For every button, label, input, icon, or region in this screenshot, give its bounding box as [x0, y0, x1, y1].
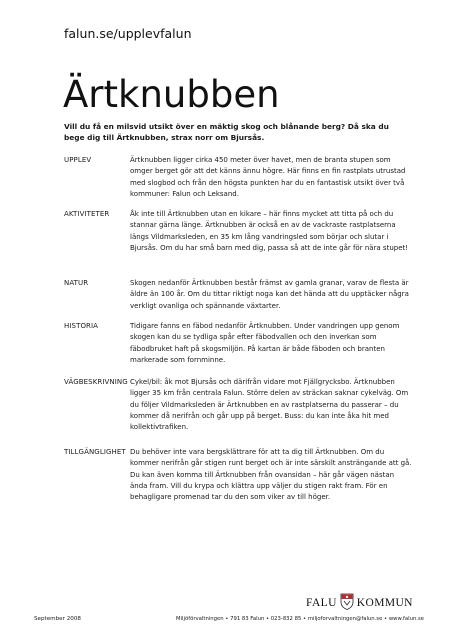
section-label: NATUR [64, 279, 89, 287]
section-label: AKTIVITETER [64, 210, 110, 218]
footer-contact: Miljöförvaltningen • 791 83 Falun • 023-832 85 • miljoforvaltningen@falun.se • www.falun.se [176, 616, 425, 622]
section-text: Du behöver inte vara bergsklättrare för att ta dig till Ärtknubben. Om du kommer nerifrån går stigen runt berget och är inte särskilt ansträngande att gå. Du kan även komma till Ärtknubben från ovansidan – här går vägen nästan ända fram. Vill du krypa och klättra upp väljer du stigen rakt fram. För en behagligare promenad tar du den som viker av till höger. [130, 448, 412, 502]
logo-word-kommun: KOMMUN [356, 597, 413, 609]
section-label: UPPLEV [64, 156, 92, 164]
section-text: Åk inte till Ärtknubben utan en kikare – här finns mycket att titta på och du stannar gärna länge. Ärtknubben är också en av de vackraste rastplatserna längs Vildmarksleden, en 35 km lång vandringsled som börjar och slutar i Bjursås. Om du har små barn med dig, passa så att de inte går för nära stupet! [130, 210, 409, 252]
logo-word-falu: FALU [306, 597, 337, 609]
crest-icon [340, 593, 354, 614]
section-label: TILLGÄNGLIGHET [64, 448, 126, 456]
falu-kommun-logo [306, 594, 413, 612]
section-text: Cykel/bil: åk mot Bjursås och därifrån vidare mot Fjällgrycksbo. Ärtknubben ligger 35 km från centrala Falun. Större delen av sträckan saknar cykelväg. Om du följer Vildmarksleden är Ärtknubben en av rastplatserna du passerar – du kommer då nerifrån och går upp på berget. Buss: du kan inte åka hit med kollektivtrafiken. [130, 378, 409, 432]
section-label: VÄGBESKRIVNING [64, 378, 128, 386]
intro-text: Vill du få en milsvid utsikt över en mäktig skog och blånande berg? Då ska du bege dig till Ärtknubben, strax norr om Bjursås. [64, 122, 389, 143]
section-label: HISTORIA [64, 322, 99, 330]
footer-date: September 2008 [34, 616, 81, 622]
section-text: Ärtknubben ligger cirka 450 meter över havet, men de branta stupen som omger berget gör att det känns ännu högre. Här finns en fin rastplats utrustad med slogbod och från den högsta punkten har du en fantastisk utsikt över två kommuner: Falun och Leksand. [130, 156, 406, 198]
section-text: Skogen nedanför Ärtknubben består främst av gamla granar, varav de flesta är äldre än 100 år. Om du tittar riktigt noga kan det hända att du upptäcker några verkligt ovanliga och spännande växtarter. [130, 279, 409, 310]
section-text: Tidigare fanns en fäbod nedanför Ärtknubben. Under vandringen upp genom skogen kan du se tydliga spår efter fäbodvallen och den inverkan som fäbodbruket haft på skogsmiljön. På kartan är både fäboden och branten markerade som fornminne. [130, 322, 400, 364]
site-url: falun.se/upplevfalun [64, 26, 192, 41]
page-title: Ärtknubben [63, 73, 280, 116]
